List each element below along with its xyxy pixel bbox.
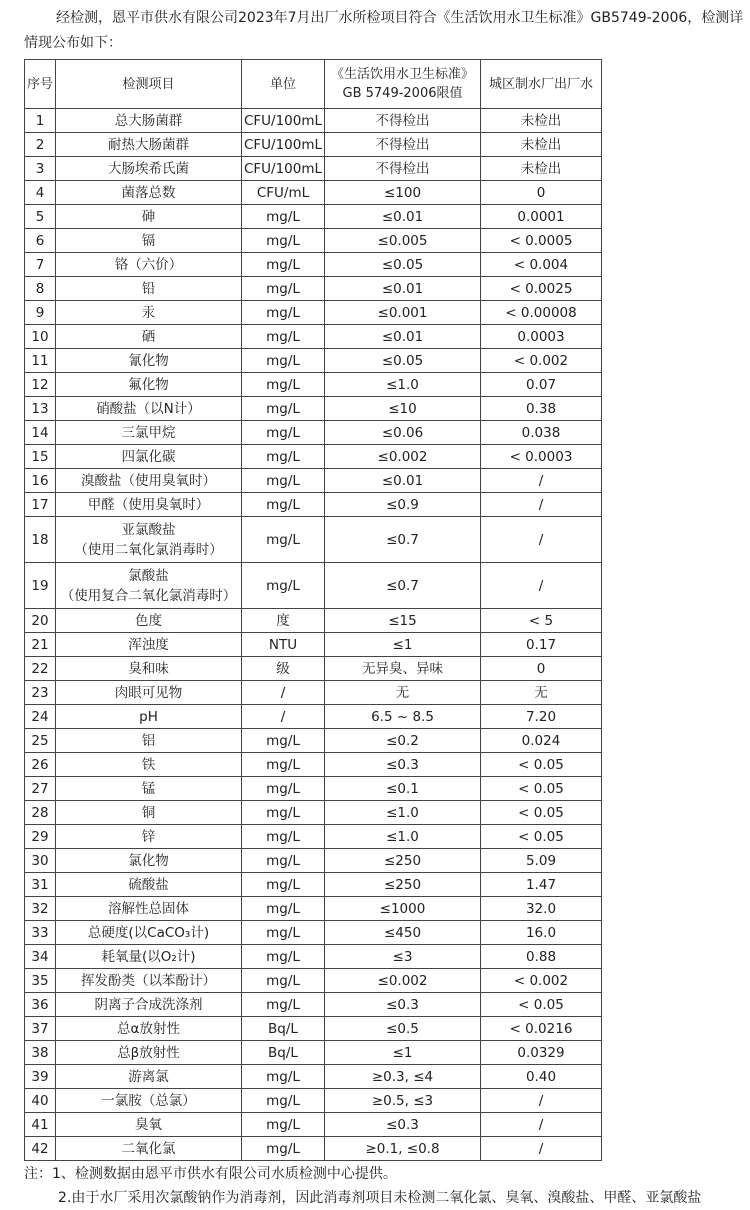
- cell-unit: mg/L: [242, 1089, 325, 1113]
- cell-unit: mg/L: [242, 349, 325, 373]
- cell-item: 溶解性总固体: [56, 897, 242, 921]
- cell-no: 21: [25, 633, 56, 657]
- table-row: [25, 993, 602, 1017]
- cell-limit: ≤0.3: [325, 753, 481, 777]
- cell-unit: CFU/100mL: [242, 157, 325, 181]
- cell-result: /: [481, 469, 602, 493]
- table-row: [25, 921, 602, 945]
- table-row: [25, 609, 602, 633]
- cell-unit: mg/L: [242, 301, 325, 325]
- cell-limit: ≤0.7: [325, 563, 481, 609]
- cell-item-line2: （使用复合二氧化氯消毒时）: [60, 587, 237, 604]
- table-row: [25, 133, 602, 157]
- cell-unit: mg/L: [242, 945, 325, 969]
- cell-item: 甲醛（使用臭氧时）: [56, 493, 242, 517]
- cell-result: 无: [481, 681, 602, 705]
- cell-item: 浑浊度: [56, 633, 242, 657]
- cell-unit: mg/L: [242, 229, 325, 253]
- cell-item: 砷: [56, 205, 242, 229]
- cell-unit: mg/L: [242, 421, 325, 445]
- table-header-row: [25, 60, 602, 109]
- cell-no: 16: [25, 469, 56, 493]
- cell-limit: 无: [325, 681, 481, 705]
- cell-item: 硝酸盐（以N计）: [56, 397, 242, 421]
- cell-unit: mg/L: [242, 921, 325, 945]
- table-row: [25, 445, 602, 469]
- cell-limit: 不得检出: [325, 109, 481, 133]
- table-row: [25, 563, 602, 609]
- cell-item: 阴离子合成洗涤剂: [56, 993, 242, 1017]
- cell-result: 1.47: [481, 873, 602, 897]
- cell-no: 32: [25, 897, 56, 921]
- cell-result: 0.0003: [481, 325, 602, 349]
- cell-result: < 0.05: [481, 753, 602, 777]
- cell-unit: 度: [242, 609, 325, 633]
- cell-item: 臭氧: [56, 1113, 242, 1137]
- cell-unit: mg/L: [242, 1113, 325, 1137]
- cell-result: < 0.05: [481, 801, 602, 825]
- cell-unit: 级: [242, 657, 325, 681]
- table-row: [25, 657, 602, 681]
- header-limit-line2: GB 5749-2006限值: [342, 86, 463, 101]
- cell-limit: ≤0.01: [325, 277, 481, 301]
- cell-no: 35: [25, 969, 56, 993]
- cell-item-line1: 氯酸盐: [128, 567, 169, 584]
- cell-unit: mg/L: [242, 969, 325, 993]
- cell-limit: ≤1: [325, 633, 481, 657]
- cell-limit: ≤0.06: [325, 421, 481, 445]
- cell-item: 铬（六价）: [56, 253, 242, 277]
- cell-item: 四氯化碳: [56, 445, 242, 469]
- cell-unit: /: [242, 705, 325, 729]
- cell-result: 0.0001: [481, 205, 602, 229]
- cell-no: 36: [25, 993, 56, 1017]
- table-row: [25, 753, 602, 777]
- cell-result: < 0.05: [481, 825, 602, 849]
- header-no: 序号: [25, 60, 56, 109]
- cell-item: 总硬度(以CaCO₃计): [56, 921, 242, 945]
- table-row: [25, 1113, 602, 1137]
- cell-no: 9: [25, 301, 56, 325]
- cell-result: 未检出: [481, 157, 602, 181]
- cell-unit: mg/L: [242, 325, 325, 349]
- cell-limit: ≤0.01: [325, 325, 481, 349]
- table-row: [25, 897, 602, 921]
- cell-result: /: [481, 563, 602, 609]
- cell-no: 40: [25, 1089, 56, 1113]
- table-row: [25, 969, 602, 993]
- cell-unit: CFU/mL: [242, 181, 325, 205]
- header-item: 检测项目: [56, 60, 242, 109]
- table-row: [25, 705, 602, 729]
- cell-no: 3: [25, 157, 56, 181]
- intro-text: 经检测，恩平市供水有限公司2023年7月出厂水所检项目符合《生活饮用水卫生标准》GB5749-2006，检测详情现公布如下：: [24, 10, 744, 51]
- cell-no: 4: [25, 181, 56, 205]
- cell-unit: mg/L: [242, 777, 325, 801]
- cell-item: 总β放射性: [56, 1041, 242, 1065]
- cell-result: 0: [481, 657, 602, 681]
- cell-item-line2: （使用二氧化氯消毒时）: [74, 541, 223, 558]
- cell-limit: ≤0.01: [325, 469, 481, 493]
- cell-no: 5: [25, 205, 56, 229]
- cell-result: < 0.004: [481, 253, 602, 277]
- cell-unit: mg/L: [242, 493, 325, 517]
- cell-limit: 不得检出: [325, 157, 481, 181]
- cell-item: 汞: [56, 301, 242, 325]
- cell-result: < 0.0025: [481, 277, 602, 301]
- table-row: [25, 325, 602, 349]
- cell-result: 0.0329: [481, 1041, 602, 1065]
- cell-item: [56, 517, 242, 563]
- cell-unit: CFU/100mL: [242, 109, 325, 133]
- table-row: [25, 1041, 602, 1065]
- cell-item: 大肠埃希氏菌: [56, 157, 242, 181]
- cell-result: 0.07: [481, 373, 602, 397]
- cell-unit: mg/L: [242, 729, 325, 753]
- table-row: [25, 373, 602, 397]
- cell-limit: ≤0.7: [325, 517, 481, 563]
- cell-item: 二氧化氯: [56, 1137, 242, 1161]
- cell-limit: ≤0.01: [325, 205, 481, 229]
- cell-result: < 0.002: [481, 349, 602, 373]
- cell-item: 铜: [56, 801, 242, 825]
- cell-no: 29: [25, 825, 56, 849]
- table-row: [25, 205, 602, 229]
- cell-limit: 无异臭、异味: [325, 657, 481, 681]
- cell-result: 0.40: [481, 1065, 602, 1089]
- cell-unit: /: [242, 681, 325, 705]
- cell-limit: ≥0.3, ≤4: [325, 1065, 481, 1089]
- cell-unit: mg/L: [242, 753, 325, 777]
- cell-result: 5.09: [481, 849, 602, 873]
- header-limit-line1: 《生活饮用水卫生标准》: [330, 67, 474, 82]
- cell-no: 31: [25, 873, 56, 897]
- cell-item: 氟化物: [56, 373, 242, 397]
- table-row: [25, 493, 602, 517]
- cell-result: < 0.0216: [481, 1017, 602, 1041]
- cell-no: 17: [25, 493, 56, 517]
- cell-item: 三氯甲烷: [56, 421, 242, 445]
- cell-limit: ≤1: [325, 1041, 481, 1065]
- cell-limit: ≤0.5: [325, 1017, 481, 1041]
- cell-limit: ≤0.002: [325, 969, 481, 993]
- cell-no: 30: [25, 849, 56, 873]
- cell-limit: ≤450: [325, 921, 481, 945]
- cell-unit: mg/L: [242, 897, 325, 921]
- cell-limit: ≤15: [325, 609, 481, 633]
- cell-item: 镉: [56, 229, 242, 253]
- cell-no: 8: [25, 277, 56, 301]
- cell-limit: 6.5 ~ 8.5: [325, 705, 481, 729]
- cell-item: 游离氯: [56, 1065, 242, 1089]
- cell-no: 10: [25, 325, 56, 349]
- notes: [24, 1162, 744, 1210]
- cell-item: 挥发酚类（以苯酚计）: [56, 969, 242, 993]
- cell-no: 38: [25, 1041, 56, 1065]
- table-row: [25, 229, 602, 253]
- cell-result: /: [481, 1137, 602, 1161]
- cell-item: 铝: [56, 729, 242, 753]
- cell-limit: ≤0.05: [325, 253, 481, 277]
- cell-no: 20: [25, 609, 56, 633]
- cell-limit: ≤1000: [325, 897, 481, 921]
- cell-item: 硫酸盐: [56, 873, 242, 897]
- cell-no: 24: [25, 705, 56, 729]
- cell-limit: ≤250: [325, 873, 481, 897]
- cell-limit: ≤1.0: [325, 801, 481, 825]
- header-result: 城区制水厂出厂水: [481, 60, 602, 109]
- cell-result: /: [481, 1113, 602, 1137]
- cell-no: 39: [25, 1065, 56, 1089]
- cell-result: 0: [481, 181, 602, 205]
- cell-no: 14: [25, 421, 56, 445]
- cell-unit: mg/L: [242, 277, 325, 301]
- cell-no: 23: [25, 681, 56, 705]
- table-row: [25, 517, 602, 563]
- cell-unit: mg/L: [242, 563, 325, 609]
- table-row: [25, 109, 602, 133]
- cell-limit: ≤0.05: [325, 349, 481, 373]
- cell-result: 0.38: [481, 397, 602, 421]
- cell-item: 总大肠菌群: [56, 109, 242, 133]
- cell-no: 27: [25, 777, 56, 801]
- cell-unit: mg/L: [242, 469, 325, 493]
- cell-no: 28: [25, 801, 56, 825]
- table-body: [25, 109, 602, 1161]
- cell-item: 色度: [56, 609, 242, 633]
- cell-no: 18: [25, 517, 56, 563]
- cell-result: < 0.00008: [481, 301, 602, 325]
- cell-no: 41: [25, 1113, 56, 1137]
- cell-item-line1: 亚氯酸盐: [121, 521, 176, 538]
- cell-item: 耗氧量(以O₂计): [56, 945, 242, 969]
- table-row: [25, 801, 602, 825]
- cell-result: 32.0: [481, 897, 602, 921]
- cell-item: 肉眼可见物: [56, 681, 242, 705]
- cell-unit: mg/L: [242, 801, 325, 825]
- cell-no: 26: [25, 753, 56, 777]
- cell-limit: ≤1.0: [325, 373, 481, 397]
- cell-result: /: [481, 517, 602, 563]
- cell-no: 13: [25, 397, 56, 421]
- cell-result: 0.038: [481, 421, 602, 445]
- table-row: [25, 1017, 602, 1041]
- cell-item: 铅: [56, 277, 242, 301]
- cell-no: 2: [25, 133, 56, 157]
- cell-limit: ≤0.005: [325, 229, 481, 253]
- cell-unit: mg/L: [242, 873, 325, 897]
- table-row: [25, 945, 602, 969]
- cell-result: < 0.05: [481, 777, 602, 801]
- table-row: [25, 849, 602, 873]
- table-row: [25, 681, 602, 705]
- cell-result: /: [481, 1089, 602, 1113]
- cell-limit: ≤100: [325, 181, 481, 205]
- table-row: [25, 277, 602, 301]
- table-row: [25, 873, 602, 897]
- cell-item: [56, 563, 242, 609]
- cell-result: 16.0: [481, 921, 602, 945]
- cell-no: 19: [25, 563, 56, 609]
- table-row: [25, 397, 602, 421]
- cell-result: < 5: [481, 609, 602, 633]
- cell-unit: mg/L: [242, 397, 325, 421]
- water-quality-table: [24, 59, 602, 1161]
- cell-unit: mg/L: [242, 849, 325, 873]
- cell-limit: ≤1.0: [325, 825, 481, 849]
- cell-result: 未检出: [481, 133, 602, 157]
- cell-item: pH: [56, 705, 242, 729]
- cell-item: 锰: [56, 777, 242, 801]
- table-row: [25, 729, 602, 753]
- cell-item: 总α放射性: [56, 1017, 242, 1041]
- cell-item: 耐热大肠菌群: [56, 133, 242, 157]
- cell-no: 37: [25, 1017, 56, 1041]
- cell-unit: mg/L: [242, 373, 325, 397]
- cell-result: 0.88: [481, 945, 602, 969]
- table-row: [25, 301, 602, 325]
- cell-item: 铁: [56, 753, 242, 777]
- table-row: [25, 1137, 602, 1161]
- cell-no: 15: [25, 445, 56, 469]
- table-row: [25, 421, 602, 445]
- cell-limit: ≤250: [325, 849, 481, 873]
- cell-unit: Bq/L: [242, 1041, 325, 1065]
- table-row: [25, 469, 602, 493]
- cell-result: 0.024: [481, 729, 602, 753]
- cell-no: 1: [25, 109, 56, 133]
- table-row: [25, 777, 602, 801]
- intro-paragraph: [24, 6, 744, 56]
- cell-unit: mg/L: [242, 825, 325, 849]
- cell-limit: ≤10: [325, 397, 481, 421]
- cell-result: < 0.002: [481, 969, 602, 993]
- table-row: [25, 633, 602, 657]
- table-row: [25, 253, 602, 277]
- cell-no: 11: [25, 349, 56, 373]
- cell-no: 7: [25, 253, 56, 277]
- cell-limit: ≥0.1, ≤0.8: [325, 1137, 481, 1161]
- cell-item: 一氯胺（总氯）: [56, 1089, 242, 1113]
- cell-limit: ≤0.002: [325, 445, 481, 469]
- cell-item: 溴酸盐（使用臭氧时）: [56, 469, 242, 493]
- cell-result: 7.20: [481, 705, 602, 729]
- cell-unit: mg/L: [242, 1137, 325, 1161]
- cell-result: < 0.05: [481, 993, 602, 1017]
- table-row: [25, 825, 602, 849]
- cell-unit: mg/L: [242, 445, 325, 469]
- header-unit: 单位: [242, 60, 325, 109]
- cell-result: 未检出: [481, 109, 602, 133]
- cell-item: 臭和味: [56, 657, 242, 681]
- note-2: 2.由于水厂采用次氯酸钠作为消毒剂，因此消毒剂项目未检测二氧化氯、臭氧、溴酸盐、甲醛、亚氯酸盐: [58, 1190, 702, 1206]
- cell-result: 0.17: [481, 633, 602, 657]
- cell-limit: ≤0.3: [325, 993, 481, 1017]
- cell-limit: ≤0.001: [325, 301, 481, 325]
- table-row: [25, 181, 602, 205]
- cell-limit: ≤0.2: [325, 729, 481, 753]
- cell-no: 33: [25, 921, 56, 945]
- cell-limit: ≥0.5, ≤3: [325, 1089, 481, 1113]
- cell-limit: ≤0.1: [325, 777, 481, 801]
- cell-unit: mg/L: [242, 205, 325, 229]
- cell-item: 氯化物: [56, 849, 242, 873]
- cell-no: 34: [25, 945, 56, 969]
- cell-result: < 0.0003: [481, 445, 602, 469]
- table-row: [25, 1065, 602, 1089]
- cell-unit: mg/L: [242, 993, 325, 1017]
- header-limit: [325, 60, 481, 109]
- cell-no: 12: [25, 373, 56, 397]
- cell-no: 25: [25, 729, 56, 753]
- cell-item: 氰化物: [56, 349, 242, 373]
- cell-result: /: [481, 493, 602, 517]
- cell-result: < 0.0005: [481, 229, 602, 253]
- cell-no: 42: [25, 1137, 56, 1161]
- cell-unit: mg/L: [242, 253, 325, 277]
- cell-unit: NTU: [242, 633, 325, 657]
- cell-limit: ≤0.9: [325, 493, 481, 517]
- cell-no: 22: [25, 657, 56, 681]
- note-1: 注：1、检测数据由恩平市供水有限公司水质检测中心提供。: [24, 1166, 397, 1182]
- cell-item: 菌落总数: [56, 181, 242, 205]
- cell-item: 锌: [56, 825, 242, 849]
- cell-limit: 不得检出: [325, 133, 481, 157]
- cell-unit: CFU/100mL: [242, 133, 325, 157]
- table-row: [25, 157, 602, 181]
- table-row: [25, 349, 602, 373]
- cell-unit: mg/L: [242, 517, 325, 563]
- cell-limit: ≤3: [325, 945, 481, 969]
- cell-unit: mg/L: [242, 1065, 325, 1089]
- cell-item: 硒: [56, 325, 242, 349]
- cell-unit: Bq/L: [242, 1017, 325, 1041]
- cell-limit: ≤0.3: [325, 1113, 481, 1137]
- cell-no: 6: [25, 229, 56, 253]
- table-row: [25, 1089, 602, 1113]
